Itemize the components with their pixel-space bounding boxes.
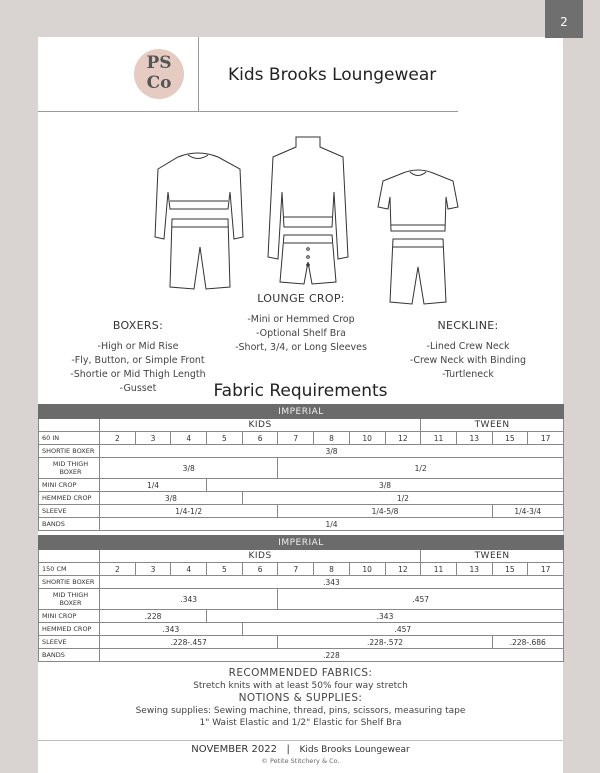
size-header: 4 [171, 563, 207, 576]
notions-line: Sewing supplies: Sewing machine, thread, pins, scissors, measuring tape [135, 706, 466, 716]
yardage-cell: .343 [100, 623, 243, 636]
yardage-cell: .343 [100, 589, 278, 610]
boxers-item: -Gusset [119, 383, 157, 394]
row-label: SLEEVE [39, 636, 100, 649]
fabric-table-metric [38, 535, 564, 662]
document-page [38, 37, 563, 773]
size-header: 11 [421, 563, 457, 576]
yardage-cell: 1/4 [100, 518, 564, 531]
footer-separator: | [286, 744, 290, 755]
size-header: 2 [100, 563, 136, 576]
row-label: BANDS [39, 518, 100, 531]
size-header: 3 [135, 563, 171, 576]
header [38, 37, 458, 112]
size-header: 10 [349, 563, 385, 576]
row-label: MID THIGH BOXER [39, 589, 100, 610]
yardage-cell: .228-.686 [492, 636, 563, 649]
neckline-item: -Turtleneck [442, 369, 494, 380]
size-header: 17 [528, 563, 564, 576]
yardage-cell: 3/8 [207, 479, 564, 492]
kids-group-label: KIDS [100, 550, 421, 563]
size-header: 12 [385, 432, 421, 445]
size-header: 7 [278, 432, 314, 445]
size-header: 8 [314, 563, 350, 576]
unit-header: IMPERIAL [39, 405, 564, 419]
lounge-crop-heading: LOUNGE CROP: [257, 292, 345, 305]
crew-neck-crop-top-drawing [155, 153, 243, 239]
kids-group-label: KIDS [100, 419, 421, 432]
size-header: 4 [171, 432, 207, 445]
size-header: 8 [314, 432, 350, 445]
yardage-cell: .343 [100, 576, 564, 589]
logo-line-1: PS [146, 53, 172, 73]
row-label: MINI CROP [39, 610, 100, 623]
yardage-cell: 3/8 [100, 458, 278, 479]
recommended-fabrics-text: Stretch knits with at least 50% four way stretch [193, 681, 408, 691]
yardage-cell: .228 [100, 649, 564, 662]
yardage-cell: 3/8 [100, 492, 243, 505]
yardage-cell: .228 [100, 610, 207, 623]
recommended-fabrics-heading: RECOMMENDED FABRICS: [228, 667, 373, 679]
footer-pattern-name: Kids Brooks Loungewear [299, 745, 410, 755]
lounge-crop-item: -Optional Shelf Bra [255, 328, 347, 339]
size-header: 15 [492, 563, 528, 576]
page-footer [38, 740, 563, 755]
size-header: 2 [100, 432, 136, 445]
boxers-item: -Fly, Button, or Simple Front [71, 355, 205, 366]
boxer-shorts-drawing-1 [170, 219, 230, 289]
row-label: SLEEVE [39, 505, 100, 518]
row-label: HEMMED CROP [39, 492, 100, 505]
yardage-cell: 1/4-3/4 [492, 505, 563, 518]
size-header: 13 [456, 563, 492, 576]
copyright: © Petite Stitchery & Co. [261, 757, 340, 765]
fabric-width-label: 150 CM [39, 563, 100, 576]
size-header: 5 [207, 432, 243, 445]
boxer-shorts-drawing-3 [390, 239, 446, 304]
blank-cell [39, 419, 100, 432]
recommendations [38, 667, 563, 729]
size-header: 10 [349, 432, 385, 445]
yardage-cell: .457 [278, 589, 564, 610]
yardage-cell: 1/4-1/2 [100, 505, 278, 518]
size-header: 6 [242, 432, 278, 445]
boxers-item: -High or Mid Rise [97, 341, 179, 352]
row-label: SHORTIE BOXER [39, 576, 100, 589]
size-header: 17 [528, 432, 564, 445]
short-sleeve-crop-top-drawing [378, 170, 458, 231]
size-header: 6 [242, 563, 278, 576]
yardage-cell: 1/4-5/8 [278, 505, 492, 518]
page-title: Kids Brooks Loungewear [228, 65, 437, 85]
yardage-cell: 1/4 [100, 479, 207, 492]
row-label: BANDS [39, 649, 100, 662]
yardage-cell: .457 [242, 623, 563, 636]
neckline-heading: NECKLINE: [437, 319, 499, 332]
notions-line: 1" Waist Elastic and 1/2" Elastic for Shelf Bra [199, 718, 402, 728]
fabric-width-label: 60 IN [39, 432, 100, 445]
notions-heading: NOTIONS & SUPPLIES: [238, 692, 363, 704]
unit-header: IMPERIAL [39, 536, 564, 550]
lounge-crop-options [226, 292, 376, 355]
lounge-crop-item: -Mini or Hemmed Crop [247, 314, 355, 325]
neckline-item: -Lined Crew Neck [426, 341, 510, 352]
size-header: 13 [456, 432, 492, 445]
fabric-table-imperial [38, 404, 564, 531]
yardage-cell: 1/2 [278, 458, 564, 479]
size-header: 3 [135, 432, 171, 445]
brand-logo [134, 49, 184, 99]
yardage-cell: 3/8 [100, 445, 564, 458]
size-header: 15 [492, 432, 528, 445]
header-divider [198, 37, 199, 112]
yardage-cell: .228-.572 [278, 636, 492, 649]
row-label: MINI CROP [39, 479, 100, 492]
blank-cell [39, 550, 100, 563]
neckline-item: -Crew Neck with Binding [409, 355, 527, 366]
turtleneck-crop-top-drawing [268, 137, 348, 259]
row-label: HEMMED CROP [39, 623, 100, 636]
row-label: SHORTIE BOXER [39, 445, 100, 458]
tween-group-label: TWEEN [421, 550, 564, 563]
yardage-cell: .228-.457 [100, 636, 278, 649]
footer-date: NOVEMBER 2022 [191, 744, 277, 755]
size-header: 5 [207, 563, 243, 576]
boxer-shorts-drawing-2 [280, 235, 336, 284]
lounge-crop-item: -Short, 3/4, or Long Sleeves [235, 342, 367, 353]
size-header: 11 [421, 432, 457, 445]
boxers-heading: BOXERS: [112, 319, 164, 332]
size-header: 7 [278, 563, 314, 576]
row-label: MID THIGH BOXER [39, 458, 100, 479]
page-number-tab: 2 [545, 0, 583, 38]
yardage-cell: .343 [207, 610, 564, 623]
tween-group-label: TWEEN [421, 419, 564, 432]
logo-line-2: Co [146, 73, 172, 93]
yardage-cell: 1/2 [242, 492, 563, 505]
boxers-item: -Shortie or Mid Thigh Length [70, 369, 206, 380]
fabric-requirements-heading: Fabric Requirements [213, 381, 388, 401]
size-header: 12 [385, 563, 421, 576]
neckline-options [393, 319, 543, 382]
